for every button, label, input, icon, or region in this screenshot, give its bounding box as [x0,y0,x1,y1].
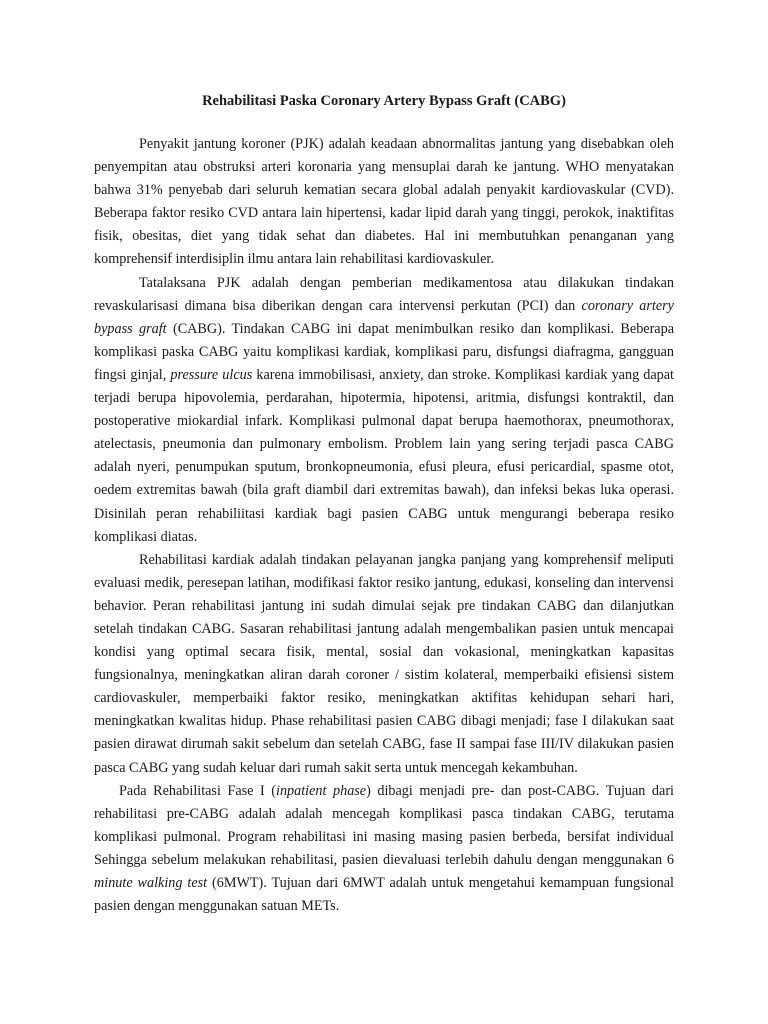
paragraph-2-text-b: (CABG). Tindakan CABG ini dapat menimbulkan resiko dan komplikasi. Beberapa komplikasi paska CABG yaitu komplikasi kardiak, komplikasi paru, disfungsi diafragma, gangguan fingsi ginjal, [94,320,674,383]
paragraph-3-text: Rehabilitasi kardiak adalah tindakan pelayanan jangka panjang yang komprehensif meliputi evaluasi medik, peresepan latihan, modifikasi faktor resiko jantung, edukasi, konseling dan intervensi behavior. Peran rehabilitasi jantung ini sudah dimulai sejak pre tindakan CABG dan dilanjutkan setelah tindakan CABG. Sasaran rehabilitasi jantung adalah mengembalikan pasien untuk mencapai kondisi yang optimal secara fisik, mental, sosial dan vokasional, meningkatkan kapasitas fungsionalnya, meningkatkan aliran darah coroner / sistim kolateral, memperbaiki efisiensi sistem cardiovaskuler, memperbaiki faktor resiko, meningkatkan aktifitas kehidupan sehari hari, meningkatkan kwalitas hidup. Phase rehabilitasi pasien CABG dibagi menjadi; fase I dilakukan saat pasien dirawat dirumah sakit sebelum dan setelah CABG, fase II sampai fase III/IV dilakukan pasien pasca CABG yang sudah keluar dari rumah sakit serta untuk mencegah kekambuhan. [94,551,674,776]
paragraph-1 [94,133,674,272]
paragraph-4-italic-6mwt-term: minute walking test [94,875,208,891]
document-title: Rehabilitasi Paska Coronary Artery Bypass Graft (CABG) [202,93,566,109]
paragraph-2-italic-pressure-ulcus: pressure ulcus [170,366,253,383]
paragraph-4-italic-inpatient-phase: inpatient phase [276,782,367,799]
paragraph-4-text-a: Pada Rehabilitasi Fase I ( [119,782,277,799]
paragraph-2-italic-cabg-term: coronary artery bypass graft [94,297,674,337]
paragraph-2-text-a: Tatalaksana PJK adalah dengan pemberian medikamentosa atau dilakukan tindakan revaskularisasi dimana bisa diberikan dengan cara intervensi perkutan (PCI) dan [94,274,674,314]
paragraph-3 [94,549,674,780]
paragraph-2-text-c: karena immobilisasi, anxiety, dan stroke. Komplikasi kardiak yang dapat terjadi berupa hipovolemia, perdarahan, hipotermia, hipotensi, aritmia, disfungsi kontraktil, dan postoperative miokardial infark. Komplikasi pulmonal dapat berupa haemothorax, pneumothorax, atelectasis, pneumonia dan pulmonary embolism. Problem lain yang sering terjadi pasca CABG adalah nyeri, penumpukan sputum, bronkopneumonia, efusi pleura, efusi pericardial, spasme otot, oedem extremitas bawah (bila graft diambil dari extremitas bawah), dan infeksi bekas luka operasi. Disinilah peran rehabiliitasi kardiak bagi pasien CABG untuk mengurangi beberapa resiko komplikasi diatas. [94,366,674,545]
paragraph-2 [94,272,674,549]
paragraph-4 [94,780,674,919]
paragraph-4-text-b: ) dibagi menjadi pre- dan post-CABG. Tujuan dari rehabilitasi pre-CABG adalah adalah mencegah komplikasi pasca tindakan CABG, terutama komplikasi pulmonal. Program rehabilitasi ini masing masing pasien berbeda, bersifat individual Sehingga sebelum melakukan rehabilitasi, pasien dievaluasi terlebih dahulu dengan menggunakan 6 [94,782,674,868]
document-page [94,80,674,918]
paragraph-1-text: Penyakit jantung koroner (PJK) adalah keadaan abnormalitas jantung yang disebabkan oleh penyempitan atau obstruksi arteri koronaria yang mensuplai darah ke jantung. WHO menyatakan bahwa 31% penyebab dari seluruh kematian secara global adalah penyakit kardiovaskular (CVD). Beberapa faktor resiko CVD antara lain hipertensi, kadar lipid darah yang tinggi, perokok, inaktifitas fisik, obesitas, diet yang tidak sehat dan diabetes. Hal ini membutuhkan penanganan yang komprehensif interdisiplin ilmu antara lain rehabilitasi kardiovaskuler. [94,136,674,268]
paragraph-4-text-c: (6MWT). Tujuan dari 6MWT adalah untuk mengetahui kemampuan fungsional pasien dengan menggunakan satuan METs. [94,875,674,915]
